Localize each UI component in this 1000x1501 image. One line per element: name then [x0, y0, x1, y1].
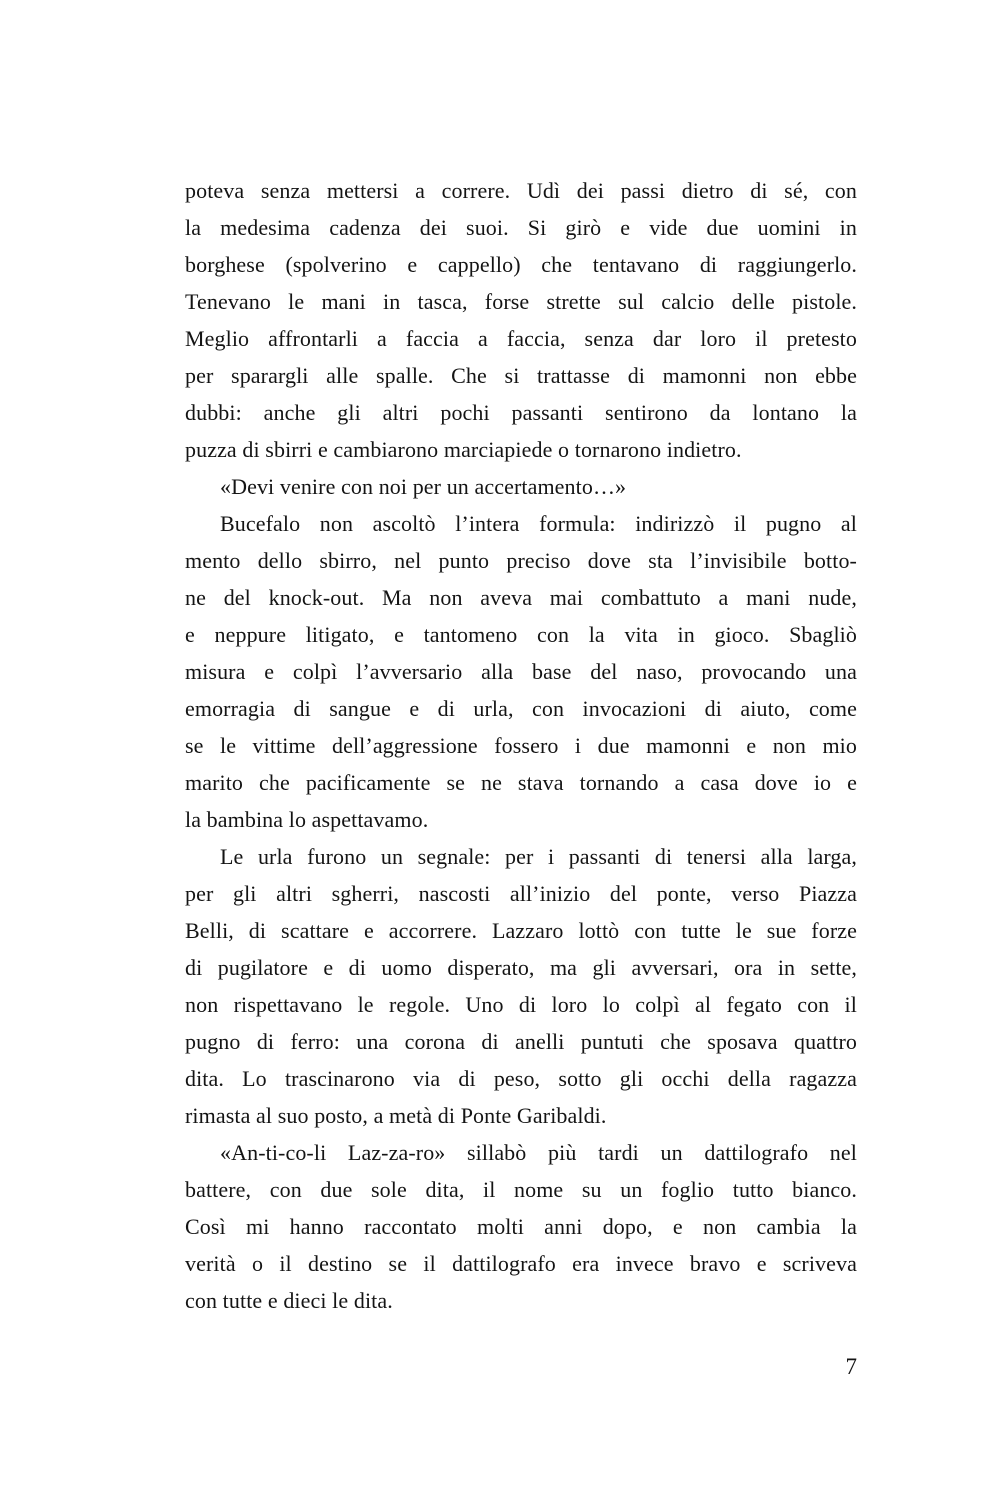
paragraph: [185, 505, 857, 838]
text-line: dita. Lo trascinarono via di peso, sotto gli occhi della ragazza: [185, 1066, 857, 1091]
text-line: rimasta al suo posto, a metà di Ponte Garibaldi.: [185, 1103, 607, 1128]
paragraph: [185, 838, 857, 1134]
text-line: poteva senza mettersi a correre. Udì dei passi dietro di sé, con: [185, 178, 857, 203]
text-line: marito che pacificamente se ne stava tornando a casa dove io e: [185, 770, 857, 795]
text-line: mento dello sbirro, nel punto preciso dove sta l’invisibile botto-: [185, 548, 857, 573]
text-line: «Devi venire con noi per un accertamento…»: [220, 474, 627, 499]
text-line: puzza di sbirri e cambiarono marciapiede o tornarono indietro.: [185, 437, 742, 462]
text-line: pugno di ferro: una corona di anelli puntuti che sposava quattro: [185, 1029, 857, 1054]
text-line: e neppure litigato, e tantomeno con la vita in gioco. Sbagliò: [185, 622, 857, 647]
paragraph: [185, 1134, 857, 1319]
paragraph: [185, 468, 857, 505]
text-line: per sparargli alle spalle. Che si trattasse di mamonni non ebbe: [185, 363, 857, 388]
text-line: con tutte e dieci le dita.: [185, 1288, 393, 1313]
text-line: dubbi: anche gli altri pochi passanti sentirono da lontano la: [185, 400, 857, 425]
text-line: emorragia di sangue e di urla, con invocazioni di aiuto, come: [185, 696, 857, 721]
text-line: «An-ti-co-li Laz-za-ro» sillabò più tardi un dattilografo nel: [220, 1140, 857, 1165]
text-line: la medesima cadenza dei suoi. Si girò e vide due uomini in: [185, 215, 857, 240]
text-line: Le urla furono un segnale: per i passanti di tenersi alla larga,: [220, 844, 857, 869]
text-line: Meglio affrontarli a faccia a faccia, senza dar loro il pretesto: [185, 326, 857, 351]
text-line: Tenevano le mani in tasca, forse strette sul calcio delle pistole.: [185, 289, 857, 314]
paragraph: [185, 172, 857, 468]
text-line: battere, con due sole dita, il nome su un foglio tutto bianco.: [185, 1177, 857, 1202]
text-line: ne del knock-out. Ma non aveva mai combattuto a mani nude,: [185, 585, 857, 610]
text-line: Belli, di scattare e accorrere. Lazzaro lottò con tutte le sue forze: [185, 918, 857, 943]
text-line: se le vittime dell’aggressione fossero i due mamonni e non mio: [185, 733, 857, 758]
text-line: la bambina lo aspettavamo.: [185, 807, 429, 832]
text-line: Così mi hanno raccontato molti anni dopo, e non cambia la: [185, 1214, 857, 1239]
text-line: Bucefalo non ascoltò l’intera formula: indirizzò il pugno al: [220, 511, 857, 536]
text-line: di pugilatore e di uomo disperato, ma gli avversari, ora in sette,: [185, 955, 857, 980]
page-text: [185, 172, 857, 1319]
text-line: verità o il destino se il dattilografo era invece bravo e scriveva: [185, 1251, 857, 1276]
text-line: non rispettavano le regole. Uno di loro lo colpì al fegato con il: [185, 992, 857, 1017]
text-line: per gli altri sgherri, nascosti all’inizio del ponte, verso Piazza: [185, 881, 857, 906]
text-line: misura e colpì l’avversario alla base del naso, provocando una: [185, 659, 857, 684]
page-number: 7: [845, 1354, 857, 1379]
text-line: borghese (spolverino e cappello) che tentavano di raggiungerlo.: [185, 252, 857, 277]
